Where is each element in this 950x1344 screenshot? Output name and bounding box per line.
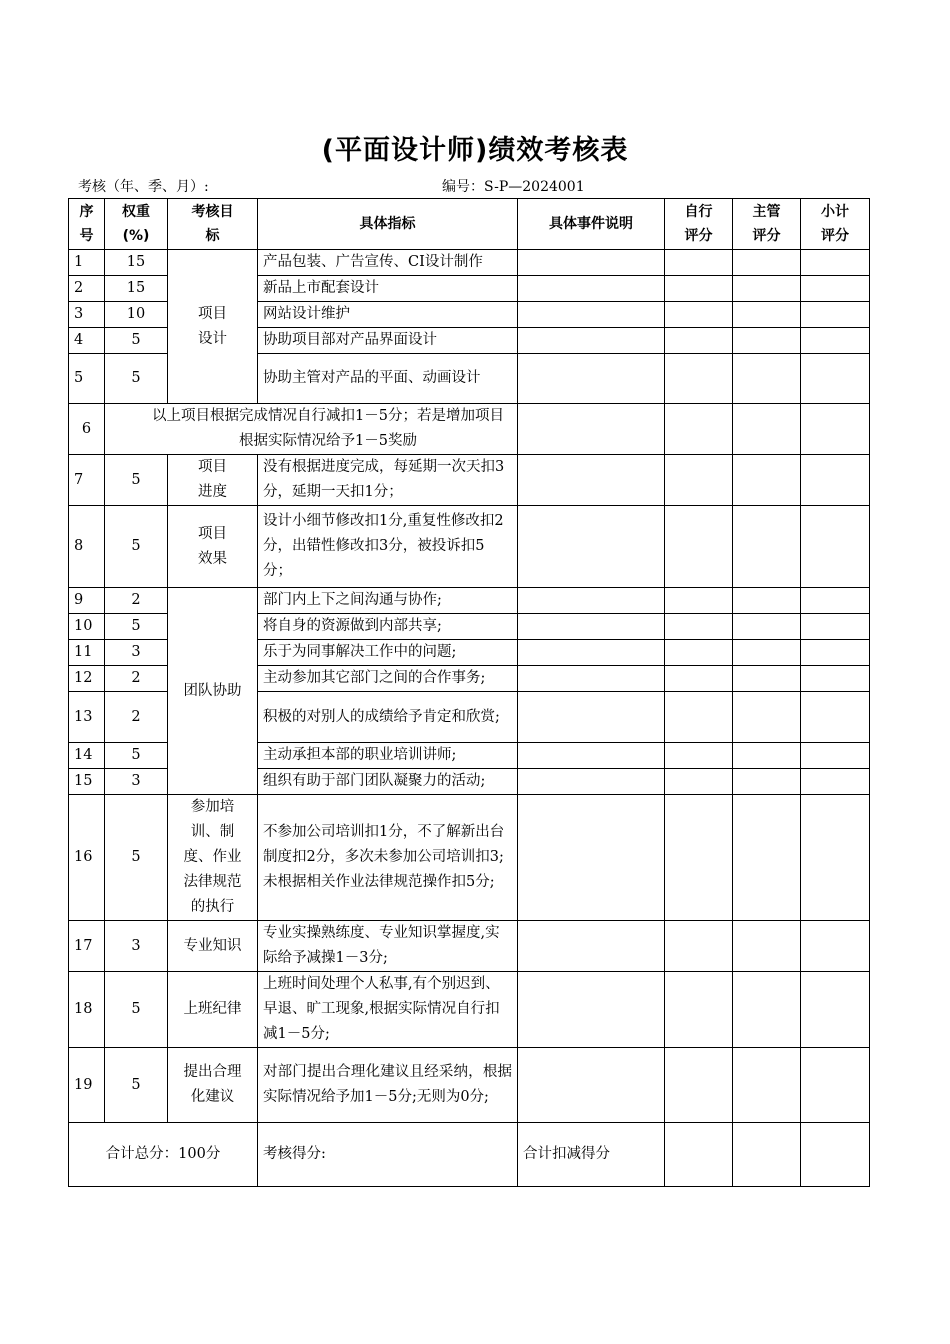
target-discipline: 上班纪律	[168, 972, 258, 1048]
row-no: 8	[69, 506, 105, 588]
row-weight: 2	[105, 666, 168, 692]
row-indicator: 新品上市配套设计	[258, 276, 518, 302]
row-no: 15	[69, 769, 105, 795]
manager-score-cell[interactable]	[733, 972, 801, 1048]
subtotal-cell[interactable]	[801, 614, 870, 640]
page-title: (平面设计师)绩效考核表	[321, 135, 629, 166]
subtotal-cell[interactable]	[801, 795, 870, 921]
row-no: 19	[69, 1048, 105, 1123]
subtotal-cell[interactable]	[801, 354, 870, 404]
row-weight: 2	[105, 588, 168, 614]
row-no: 10	[69, 614, 105, 640]
table-row	[69, 506, 870, 588]
footer-row	[69, 1123, 870, 1187]
event-cell[interactable]	[518, 666, 665, 692]
row-weight: 5	[105, 455, 168, 506]
row-no: 5	[69, 354, 105, 404]
header-event: 具体事件说明	[518, 199, 665, 250]
header-weight: 权重(%)	[105, 199, 168, 250]
manager-score-cell[interactable]	[733, 743, 801, 769]
self-score-cell[interactable]	[665, 588, 733, 614]
self-score-cell[interactable]	[665, 692, 733, 743]
assessment-score-label: 考核得分:	[258, 1123, 518, 1187]
event-cell[interactable]	[518, 692, 665, 743]
event-cell[interactable]	[518, 795, 665, 921]
manager-score-cell[interactable]	[733, 588, 801, 614]
row-indicator: 专业实操熟练度、专业知识掌握度,实际给予减操1－3分;	[258, 921, 518, 972]
row-indicator: 积极的对别人的成绩给予肯定和欣赏;	[258, 692, 518, 743]
subtotal-cell[interactable]	[801, 328, 870, 354]
subtotal-cell[interactable]	[801, 972, 870, 1048]
row-no: 16	[69, 795, 105, 921]
subtotal-cell[interactable]	[801, 250, 870, 276]
table-row	[69, 1048, 870, 1123]
manager-score-cell[interactable]	[733, 795, 801, 921]
period-label: 考核（年、季、月）:	[78, 179, 209, 195]
self-score-cell[interactable]	[665, 354, 733, 404]
row-weight: 5	[105, 743, 168, 769]
row-no: 11	[69, 640, 105, 666]
table-row	[69, 455, 870, 506]
manager-score-cell[interactable]	[733, 666, 801, 692]
table-row	[69, 972, 870, 1048]
target-team: 团队协助	[168, 588, 258, 795]
manager-score-cell[interactable]	[733, 404, 801, 455]
row-no: 18	[69, 972, 105, 1048]
target-knowledge: 专业知识	[168, 921, 258, 972]
target-project-effect: 项目效果	[168, 506, 258, 588]
header-target: 考核目标	[168, 199, 258, 250]
event-cell[interactable]	[518, 455, 665, 506]
self-score-cell[interactable]	[665, 404, 733, 455]
row-no: 7	[69, 455, 105, 506]
event-cell[interactable]	[518, 769, 665, 795]
row-weight: 5	[105, 1048, 168, 1123]
row-indicator: 上班时间处理个人私事,有个别迟到、早退、旷工现象,根据实际情况自行扣减1－5分;	[258, 972, 518, 1048]
event-cell[interactable]	[518, 921, 665, 972]
row-weight: 5	[105, 328, 168, 354]
row-indicator: 设计小细节修改扣1分,重复性修改扣2分，出错性修改扣3分，被投诉扣5分；	[258, 506, 518, 588]
code-label: 编号：S-P—2024001	[442, 179, 585, 195]
header-manager-score: 主管评分	[733, 199, 801, 250]
event-cell[interactable]	[518, 250, 665, 276]
subtotal-cell[interactable]	[801, 743, 870, 769]
target-training: 参加培训、制度、作业法律规范的执行	[168, 795, 258, 921]
event-cell[interactable]	[518, 506, 665, 588]
subtotal-cell[interactable]	[801, 921, 870, 972]
row-indicator: 网站设计维护	[258, 302, 518, 328]
event-cell[interactable]	[518, 404, 665, 455]
row-no: 9	[69, 588, 105, 614]
header-seq: 序号	[69, 199, 105, 250]
row-indicator: 产品包装、广告宣传、CI设计制作	[258, 250, 518, 276]
subtotal-cell[interactable]	[801, 666, 870, 692]
self-score-cell[interactable]	[665, 743, 733, 769]
table-row	[69, 921, 870, 972]
subtotal-cell[interactable]	[801, 455, 870, 506]
manager-score-total-cell[interactable]	[733, 1123, 801, 1187]
subtotal-cell[interactable]	[801, 404, 870, 455]
row-indicator: 部门内上下之间沟通与协作;	[258, 588, 518, 614]
self-score-cell[interactable]	[665, 276, 733, 302]
self-score-cell[interactable]	[665, 614, 733, 640]
row-weight: 5	[105, 506, 168, 588]
manager-score-cell[interactable]	[733, 354, 801, 404]
row-no: 14	[69, 743, 105, 769]
row-no: 17	[69, 921, 105, 972]
self-score-total-cell[interactable]	[665, 1123, 733, 1187]
manager-score-cell[interactable]	[733, 328, 801, 354]
row-weight: 10	[105, 302, 168, 328]
target-proposal: 提出合理化建议	[168, 1048, 258, 1123]
self-score-cell[interactable]	[665, 455, 733, 506]
row-indicator: 乐于为同事解决工作中的问题;	[258, 640, 518, 666]
target-project-progress: 项目进度	[168, 455, 258, 506]
manager-score-cell[interactable]	[733, 614, 801, 640]
row-weight: 3	[105, 769, 168, 795]
manager-score-cell[interactable]	[733, 769, 801, 795]
row-no: 2	[69, 276, 105, 302]
subtotal-cell[interactable]	[801, 506, 870, 588]
manager-score-cell[interactable]	[733, 640, 801, 666]
event-cell[interactable]	[518, 276, 665, 302]
manager-score-cell[interactable]	[733, 1048, 801, 1123]
row-indicator: 协助主管对产品的平面、动画设计	[258, 354, 518, 404]
event-cell[interactable]	[518, 1048, 665, 1123]
header-subtotal: 小计评分	[801, 199, 870, 250]
row-weight: 2	[105, 692, 168, 743]
subtotal-cell[interactable]	[801, 640, 870, 666]
subtotal-cell[interactable]	[801, 302, 870, 328]
total-score-label: 合计总分：100分	[69, 1123, 258, 1187]
self-score-cell[interactable]	[665, 769, 733, 795]
self-score-cell[interactable]	[665, 250, 733, 276]
event-cell[interactable]	[518, 743, 665, 769]
deduction-total-label: 合计扣减得分	[518, 1123, 665, 1187]
table-row	[69, 404, 870, 455]
row-no: 4	[69, 328, 105, 354]
event-cell[interactable]	[518, 588, 665, 614]
self-score-cell[interactable]	[665, 302, 733, 328]
row-indicator: 主动参加其它部门之间的合作事务;	[258, 666, 518, 692]
subtotal-cell[interactable]	[801, 1048, 870, 1123]
evaluation-table	[68, 198, 870, 1187]
row-no: 6	[69, 404, 105, 455]
manager-score-cell[interactable]	[733, 250, 801, 276]
row-weight: 3	[105, 640, 168, 666]
manager-score-cell[interactable]	[733, 302, 801, 328]
row-no: 13	[69, 692, 105, 743]
row-weight: 5	[105, 614, 168, 640]
row-weight: 15	[105, 276, 168, 302]
table-row	[69, 588, 870, 614]
row-indicator: 组织有助于部门团队凝聚力的活动;	[258, 769, 518, 795]
subtotal-cell[interactable]	[801, 276, 870, 302]
subtotal-cell[interactable]	[801, 692, 870, 743]
event-cell[interactable]	[518, 328, 665, 354]
row-indicator: 将自身的资源做到内部共享;	[258, 614, 518, 640]
manager-score-cell[interactable]	[733, 921, 801, 972]
row-indicator: 主动承担本部的职业培训讲师;	[258, 743, 518, 769]
row-indicator: 对部门提出合理化建议且经采纳，根据实际情况给予加1－5分;无则为0分;	[258, 1048, 518, 1123]
self-score-cell[interactable]	[665, 506, 733, 588]
table-row	[69, 795, 870, 921]
row-weight: 5	[105, 795, 168, 921]
target-project-design: 项目设计	[168, 250, 258, 404]
subtotal-cell[interactable]	[801, 588, 870, 614]
event-cell[interactable]	[518, 354, 665, 404]
manager-score-cell[interactable]	[733, 455, 801, 506]
event-cell[interactable]	[518, 640, 665, 666]
row-no: 3	[69, 302, 105, 328]
row-weight: 5	[105, 972, 168, 1048]
row-weight: 3	[105, 921, 168, 972]
self-score-cell[interactable]	[665, 328, 733, 354]
row-indicator: 不参加公司培训扣1分，不了解新出台制度扣2分，多次未参加公司培训扣3;未根据相关作业法律规范操作扣5分;	[258, 795, 518, 921]
row-note: 以上项目根据完成情况自行减扣1－5分；若是增加项目根据实际情况给予1－5奖励	[105, 404, 518, 455]
row-weight: 5	[105, 354, 168, 404]
self-score-cell[interactable]	[665, 921, 733, 972]
event-cell[interactable]	[518, 972, 665, 1048]
row-indicator: 没有根据进度完成，每延期一次天扣3分，延期一天扣1分；	[258, 455, 518, 506]
row-no: 1	[69, 250, 105, 276]
table-row	[69, 250, 870, 276]
manager-score-cell[interactable]	[733, 692, 801, 743]
row-indicator: 协助项目部对产品界面设计	[258, 328, 518, 354]
header-self-score: 自行评分	[665, 199, 733, 250]
manager-score-cell[interactable]	[733, 506, 801, 588]
header-row	[69, 199, 870, 250]
self-score-cell[interactable]	[665, 972, 733, 1048]
header-indicator: 具体指标	[258, 199, 518, 250]
self-score-cell[interactable]	[665, 666, 733, 692]
event-cell[interactable]	[518, 614, 665, 640]
row-weight: 15	[105, 250, 168, 276]
self-score-cell[interactable]	[665, 640, 733, 666]
subtotal-cell[interactable]	[801, 769, 870, 795]
row-no: 12	[69, 666, 105, 692]
self-score-cell[interactable]	[665, 795, 733, 921]
subtotal-total-cell[interactable]	[801, 1123, 870, 1187]
manager-score-cell[interactable]	[733, 276, 801, 302]
self-score-cell[interactable]	[665, 1048, 733, 1123]
event-cell[interactable]	[518, 302, 665, 328]
